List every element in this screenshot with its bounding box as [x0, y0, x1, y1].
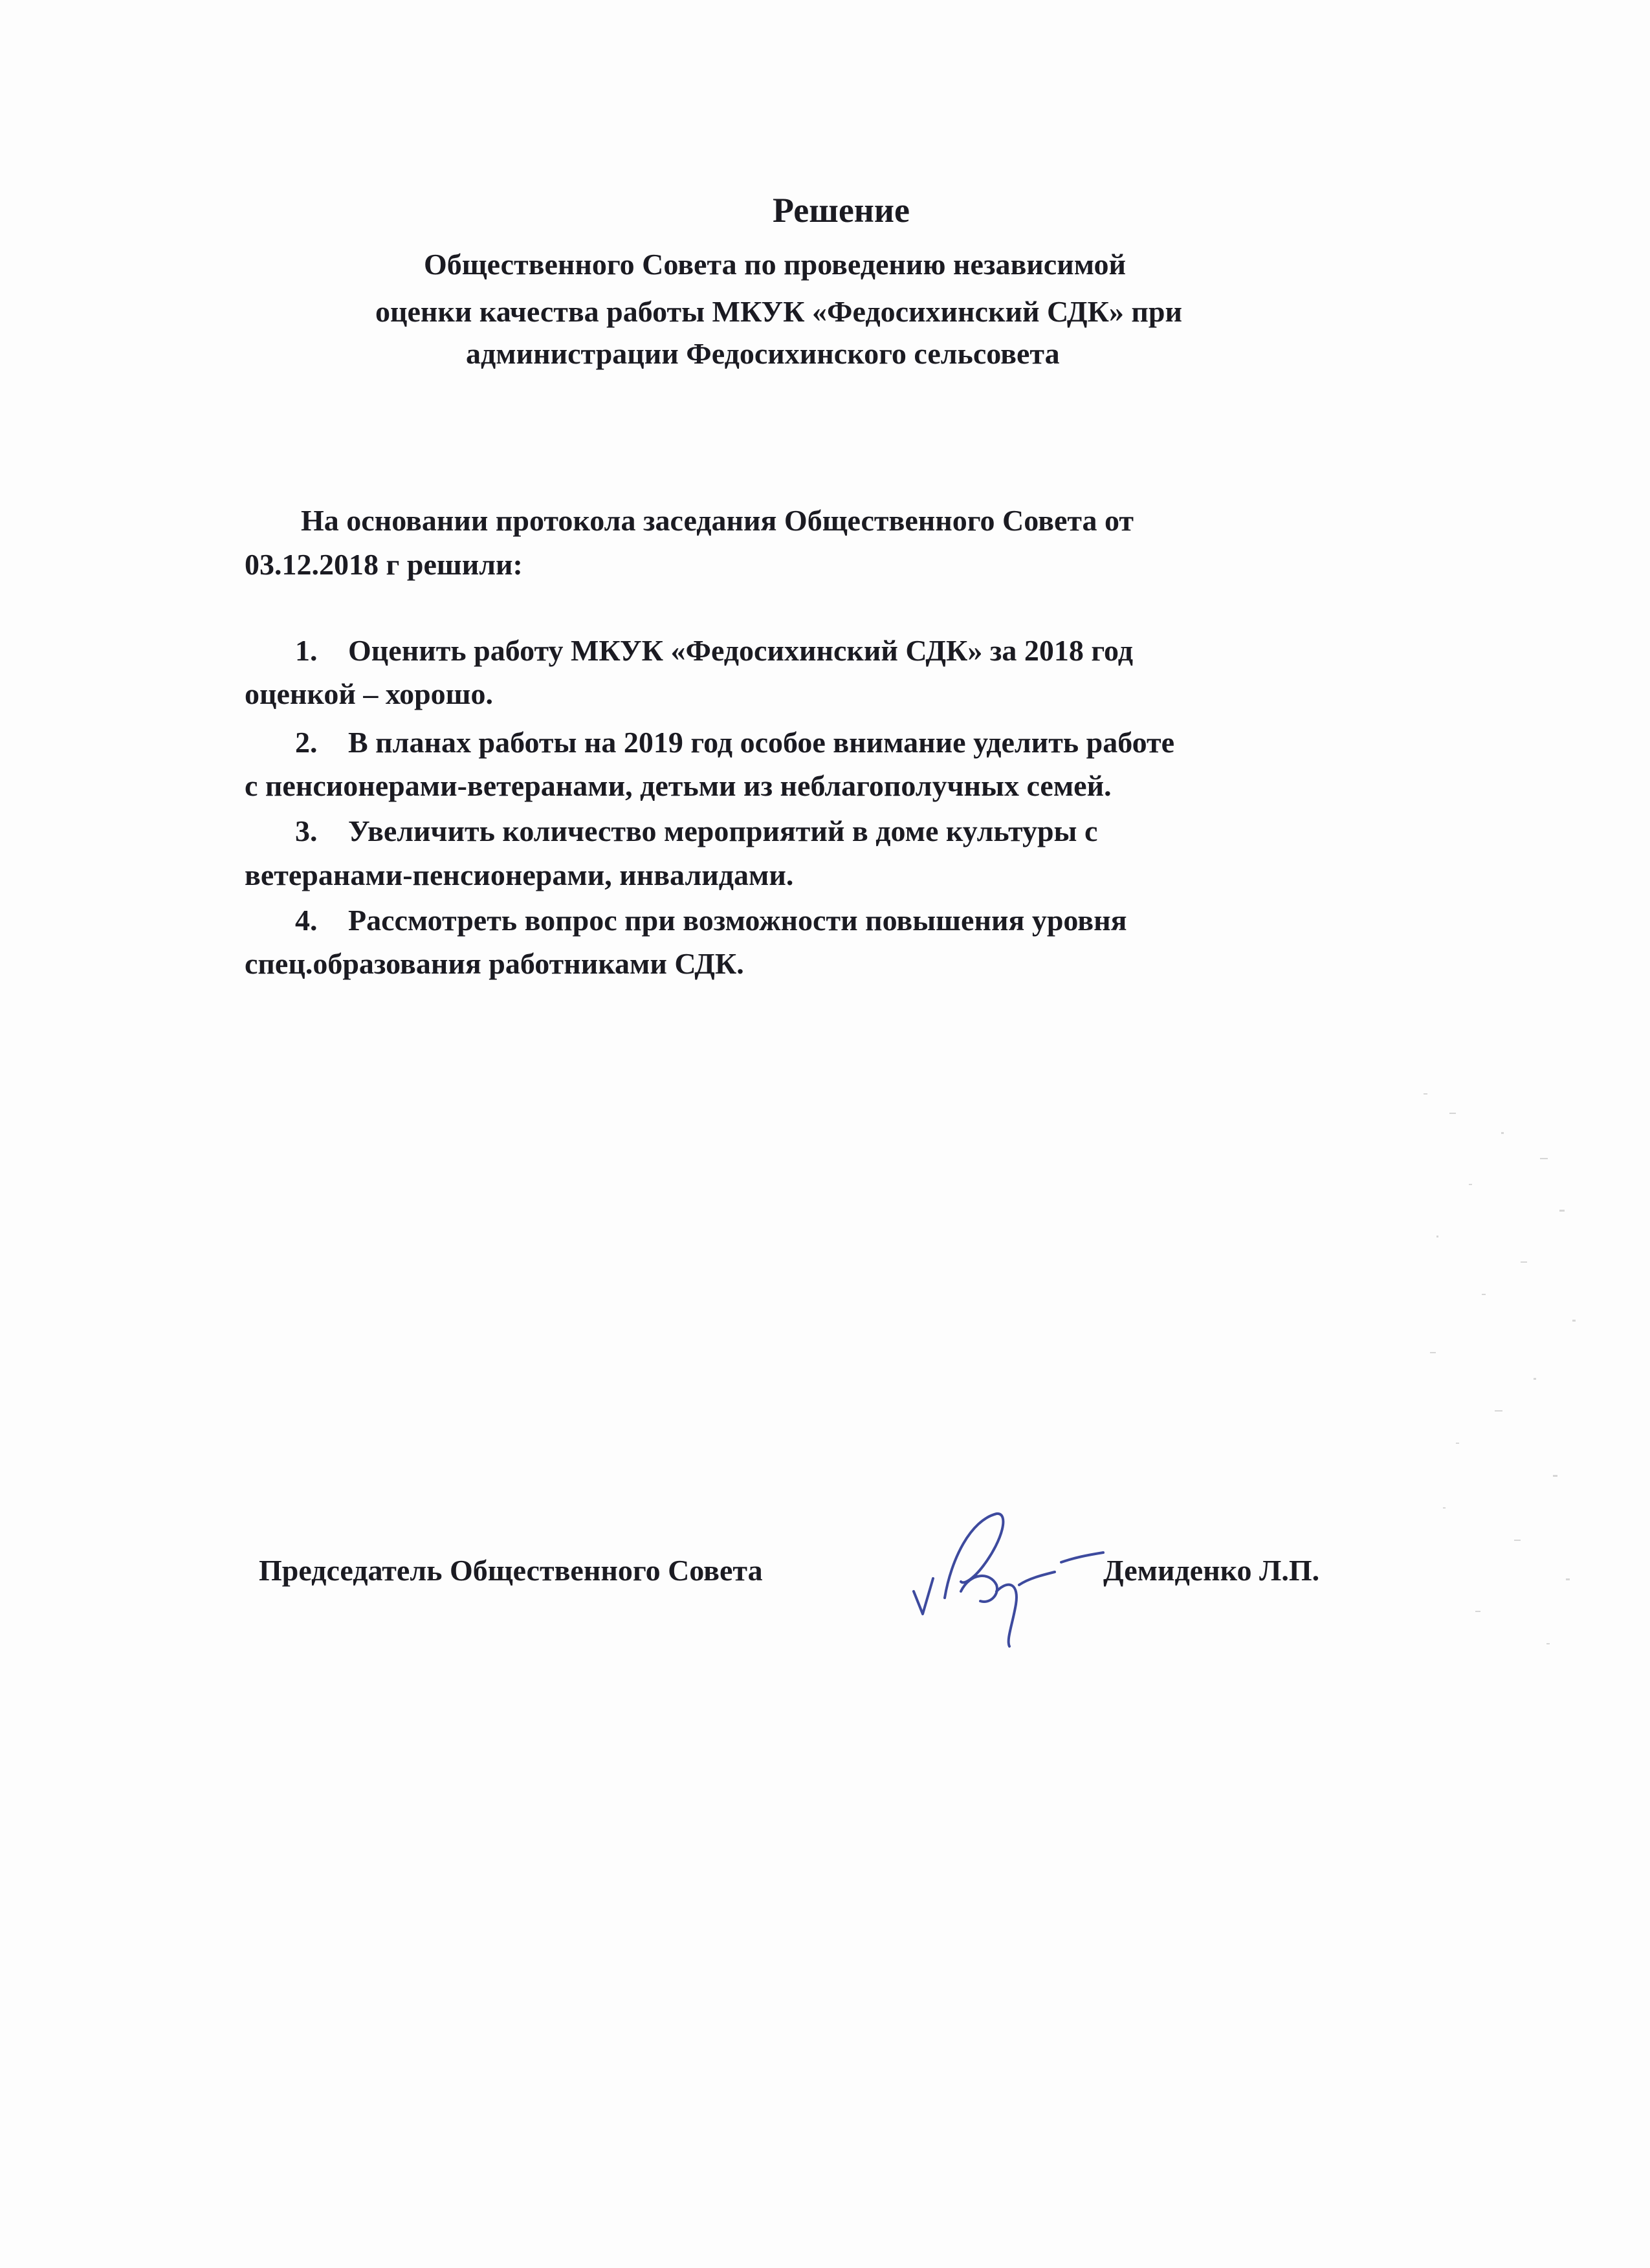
item-3-text-line-1: Увеличить количество мероприятий в доме культуры с	[348, 814, 1098, 847]
item-1-text-line-2: оценкой – хорошо.	[245, 677, 493, 710]
intro-line-1: На основании протокола заседания Общественного Совета от	[301, 504, 1134, 537]
subtitle-line-1: Общественного Совета по проведению независимой	[424, 248, 1126, 281]
item-3-text-line-2: ветеранами-пенсионерами, инвалидами.	[245, 858, 794, 891]
item-4-text-line-2: спец.образования работниками СДК.	[245, 947, 744, 980]
item-4-number: 4.	[295, 904, 318, 937]
signatory-role: Председатель Общественного Совета	[259, 1554, 763, 1587]
item-1-number: 1.	[295, 634, 318, 667]
intro-line-2: 03.12.2018 г решили:	[245, 548, 523, 581]
item-2-number: 2.	[295, 726, 318, 759]
subtitle-line-2: оценки качества работы МКУК «Федосихинский СДК» при	[375, 295, 1182, 328]
item-4-text-line-1: Рассмотреть вопрос при возможности повышения уровня	[348, 904, 1127, 937]
scan-artifact	[1411, 1087, 1592, 1669]
document-title: Решение	[773, 191, 910, 230]
item-2-text-line-1: В планах работы на 2019 год особое внимание уделить работе	[348, 726, 1174, 759]
item-2-text-line-2: с пенсионерами-ветеранами, детьми из неблагополучных семей.	[245, 769, 1112, 802]
handwritten-signature	[899, 1501, 1106, 1656]
subtitle-line-3: администрации Федосихинского сельсовета	[466, 337, 1060, 370]
signatory-name: Демиденко Л.П.	[1103, 1554, 1320, 1587]
item-1-text-line-1: Оценить работу МКУК «Федосихинский СДК» за 2018 год	[348, 634, 1134, 667]
item-3-number: 3.	[295, 814, 318, 847]
